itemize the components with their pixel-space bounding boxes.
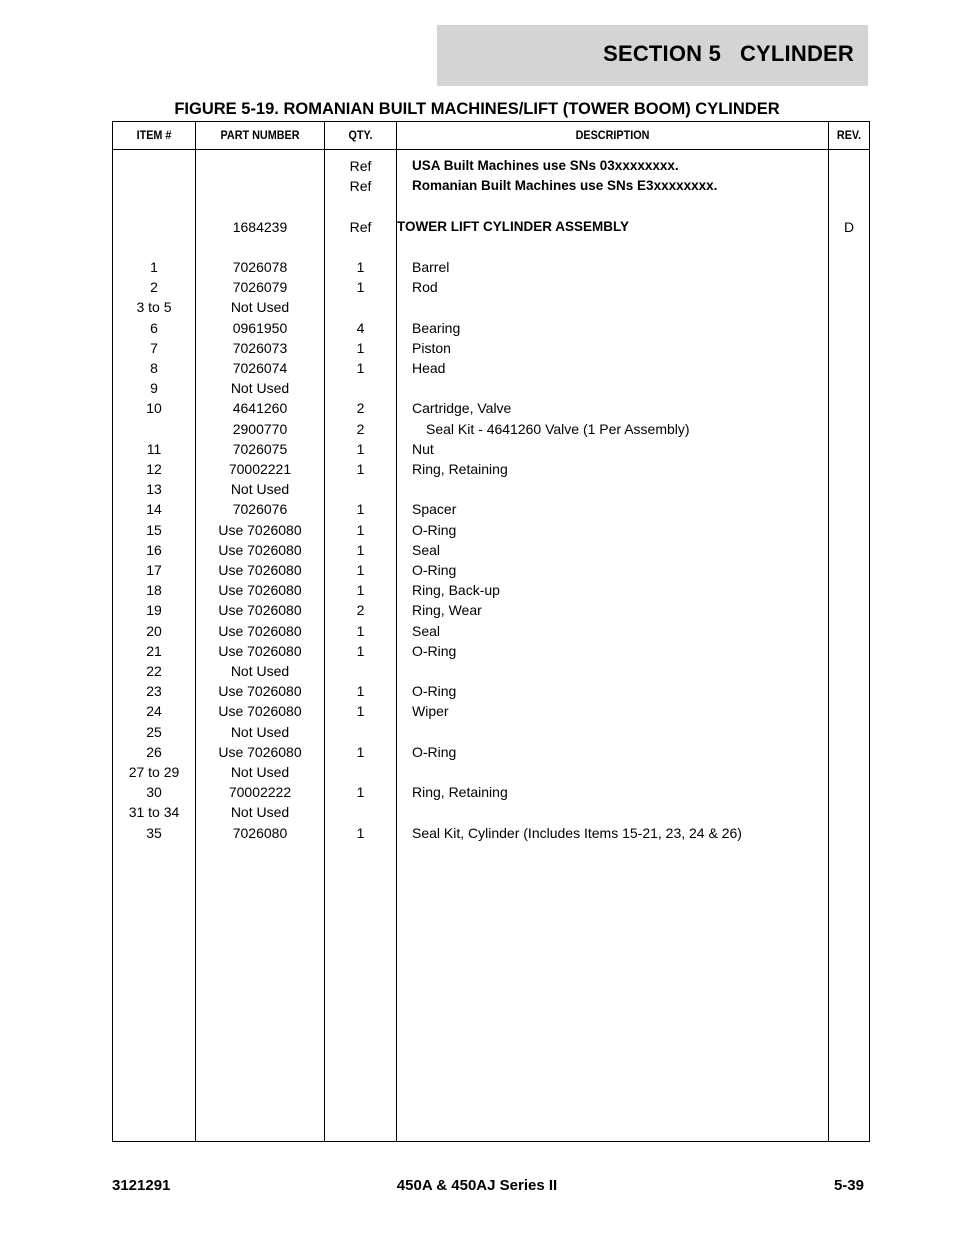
item-number-cell: 18 [146,582,162,599]
qty-cell: 1 [356,622,365,639]
qty-cell: 1 [356,461,365,477]
item-number-cell: 27 to 29 [128,764,180,780]
table-row [113,582,869,602]
item-number-cell: 13 [146,481,162,498]
qty-cell: 1 [356,743,365,760]
part-number-cell: 7026076 [232,501,288,518]
footer-model: 450A & 450AJ Series II [396,1177,558,1194]
item-number-cell: 15 [146,521,162,538]
item-number-cell: 22 [146,663,162,679]
table-row [113,158,869,178]
header-divider [113,149,869,150]
table-row [113,522,869,542]
item-number-cell: 14 [146,501,162,518]
description-cell: Piston [412,339,451,356]
description-cell: Ring, Retaining [412,461,508,477]
part-number-cell: Use 7026080 [218,521,302,538]
qty-cell: 2 [356,420,365,437]
part-number-cell: 7026075 [232,440,288,457]
figure-title: FIGURE 5-19. ROMANIAN BUILT MACHINES/LIFT (TOWER BOOM) CYLINDER [174,100,780,118]
table-row [113,299,869,319]
qty-cell: 1 [356,703,365,720]
table-row [113,320,869,340]
table-row [113,400,869,420]
table-row [113,703,869,723]
item-number-cell: 25 [146,723,162,740]
qty-cell: 1 [356,440,365,457]
table-row [113,825,869,845]
qty-cell: 1 [356,259,365,275]
part-number-cell: 7026073 [232,339,288,356]
qty-cell: 1 [356,824,365,841]
item-number-cell: 12 [146,461,162,477]
qty-cell: 4 [356,319,365,336]
item-number-cell: 16 [146,541,162,558]
qty-cell: Ref [349,158,372,174]
description-cell: O-Ring [412,743,457,760]
table-row [113,360,869,380]
qty-cell: 1 [356,501,365,518]
part-number-cell: Not Used [230,663,290,679]
part-number-cell: 0961950 [232,319,288,336]
table-row [113,562,869,582]
table-row [113,259,869,279]
item-number-cell: 2 [150,279,158,296]
table-row [113,380,869,400]
description-cell: O-Ring [412,642,457,659]
table-row [113,279,869,299]
description-cell: Ring, Back-up [412,582,500,599]
item-number-cell: 17 [146,562,162,578]
description-cell: Nut [412,440,434,457]
description-cell: Seal Kit - 4641260 Valve (1 Per Assembly) [426,420,690,437]
table-row [113,340,869,360]
table-row [113,602,869,622]
item-number-cell: 21 [146,642,162,659]
item-number-cell: 11 [146,440,162,457]
table-row [113,683,869,703]
part-number-cell: Use 7026080 [218,562,302,578]
table-row [113,542,869,562]
item-number-cell: 24 [146,703,162,720]
description-cell: Seal [412,622,441,639]
table-row [113,804,869,824]
table-row [113,461,869,481]
description-cell: Seal [412,541,441,558]
footer-doc-number: 3121291 [112,1177,171,1194]
qty-cell: 1 [356,683,365,700]
qty-cell: 1 [356,784,365,801]
part-number-cell: Not Used [230,299,290,316]
description-cell: O-Ring [412,683,457,700]
description-cell: TOWER LIFT CYLINDER ASSEMBLY [397,218,630,234]
description-cell: Ring, Retaining [412,784,508,801]
table-row [113,784,869,804]
description-cell: Bearing [412,319,461,336]
part-number-cell: 70002222 [228,784,292,801]
qty-cell: Ref [349,178,372,195]
qty-cell: 1 [356,582,365,599]
rev-cell: D [843,218,855,235]
item-number-cell: 10 [146,400,162,417]
part-number-cell: Use 7026080 [218,622,302,639]
part-number-cell: Use 7026080 [218,703,302,720]
qty-cell: 1 [356,279,365,296]
part-number-cell: Not Used [230,764,290,780]
table-row [113,178,869,198]
part-number-cell: Not Used [230,481,290,498]
header-description: DESCRIPTION [575,128,650,142]
part-number-cell: Use 7026080 [218,541,302,558]
table-row [113,441,869,461]
part-number-cell: 4641260 [232,400,288,417]
item-number-cell: 9 [150,380,158,397]
description-cell: Wiper [412,703,449,720]
qty-cell: 2 [356,400,365,417]
part-number-cell: Use 7026080 [218,743,302,760]
part-number-cell: 7026078 [232,259,288,275]
footer-page-number: 5-39 [833,1177,864,1194]
part-number-cell: Use 7026080 [218,642,302,659]
table-row [113,764,869,784]
item-number-cell: 3 to 5 [136,299,172,316]
item-number-cell: 7 [150,339,158,356]
table-row [113,663,869,683]
description-cell: Seal Kit, Cylinder (Includes Items 15-21, 23, 24 & 26) [412,824,742,841]
qty-cell: 1 [356,339,365,356]
item-number-cell: 1 [150,259,158,275]
part-number-cell: 7026080 [232,824,288,841]
header-item: ITEM # [136,128,172,142]
parts-table [112,121,870,1142]
item-number-cell: 8 [150,360,158,376]
description-cell: O-Ring [412,562,457,578]
item-number-cell: 35 [146,824,162,841]
part-number-cell: 1684239 [232,218,288,235]
header-rev: REV. [836,128,862,142]
part-number-cell: 7026074 [232,360,288,376]
part-number-cell: 2900770 [232,420,288,437]
description-cell: Rod [412,279,438,296]
part-number-cell: Not Used [230,804,290,821]
qty-cell: 1 [356,360,365,376]
table-row [113,724,869,744]
qty-cell: 1 [356,562,365,578]
part-number-cell: Use 7026080 [218,582,302,599]
header-part-number: PART NUMBER [220,128,300,142]
section-title: SECTION 5 CYLINDER [603,41,854,66]
table-row [113,643,869,663]
part-number-cell: 70002221 [228,461,292,477]
part-number-cell: Not Used [230,380,290,397]
item-number-cell: 31 to 34 [128,804,180,821]
table-row [113,198,869,218]
item-number-cell: 23 [146,683,162,700]
item-number-cell: 20 [146,622,162,639]
part-number-cell: 7026079 [232,279,288,296]
table-row [113,239,869,259]
description-cell: O-Ring [412,521,457,538]
item-number-cell: 19 [146,602,162,619]
description-cell: Ring, Wear [412,602,482,619]
description-cell: Spacer [412,501,457,518]
section-banner [437,25,868,86]
part-number-cell: Use 7026080 [218,602,302,619]
item-number-cell: 6 [150,319,158,336]
item-number-cell: 30 [146,784,162,801]
table-row [113,421,869,441]
table-row [113,219,869,239]
table-row [113,744,869,764]
qty-cell: Ref [349,218,372,235]
table-row [113,501,869,521]
description-cell: Head [412,360,446,376]
header-qty: QTY. [348,128,373,142]
qty-cell: 1 [356,642,365,659]
item-number-cell: 26 [146,743,162,760]
qty-cell: 1 [356,521,365,538]
table-row [113,481,869,501]
description-cell: Cartridge, Valve [412,400,512,417]
description-cell: Romanian Built Machines use SNs E3xxxxxxxx. [412,178,718,194]
qty-cell: 2 [356,602,365,619]
part-number-cell: Not Used [230,723,290,740]
part-number-cell: Use 7026080 [218,683,302,700]
qty-cell: 1 [356,541,365,558]
table-row [113,623,869,643]
description-cell: Barrel [412,259,450,275]
description-cell: USA Built Machines use SNs 03xxxxxxxx. [412,158,679,173]
